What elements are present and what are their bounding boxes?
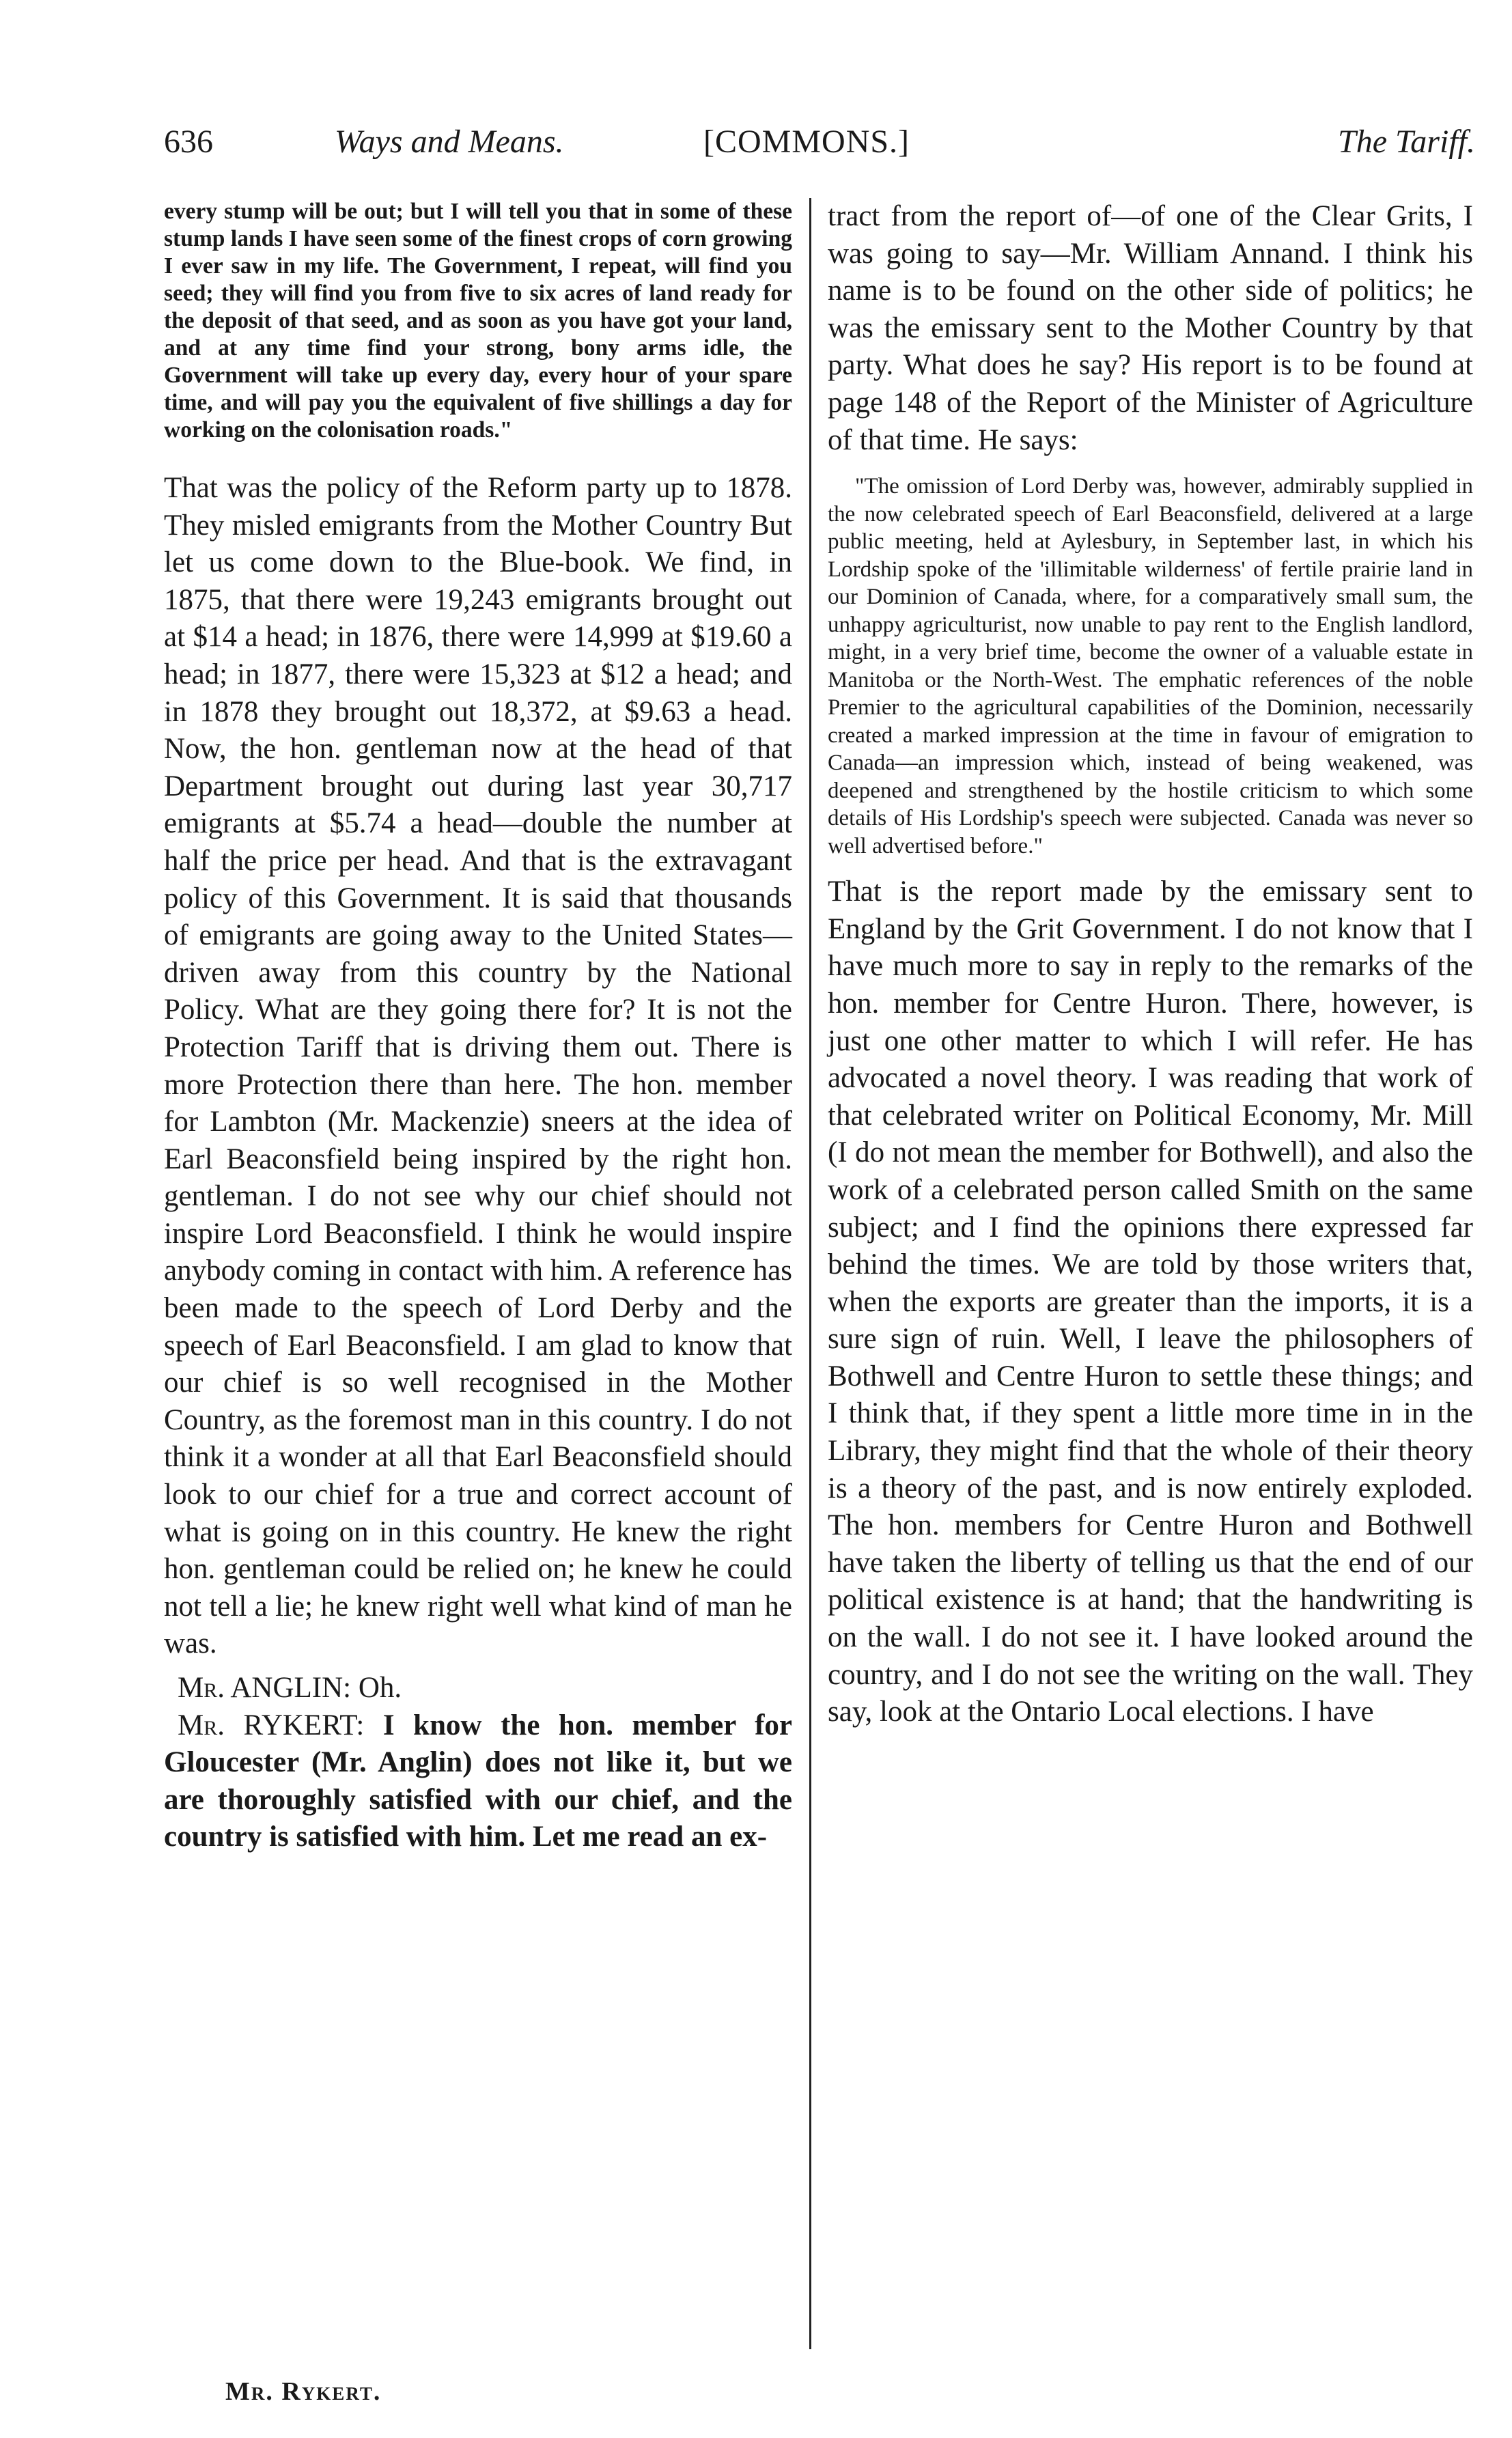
quoted-report: "The omission of Lord Derby was, however, admirably supplied in the now celebrated speech of Earl Beaconsfield, delivered at a large public meeting, held at Aylesbury, in September last, in which his Lordship spoke of the 'illimitable wilderness' of fertile prairie land in our Dominion of Canada, where, for a comparatively small sum, the unhappy agriculturist, now unable to pay rent to the English landlord, might, in a very brief time, become the owner of a valuable estate in Manitoba or the North-West. The emphatic references of the noble Premier to the agricultural capabilities of the Dominion, necessarily created a marked impression at the time in favour of emigration to Canada—an impression which, instead of being weakened, was deepened and strengthened by the hostile criticism to which some details of His Lordship's speech were subjected. Canada was never so well advertised before." [828, 474, 1473, 858]
page-number: 636 [164, 124, 213, 160]
section-title-left: Ways and Means. [335, 124, 564, 160]
paragraph-report-reply: That is the report made by the emissary sent to England by the Grit Government. I do not know that I have much more to say in reply to the remarks of the hon. member for Centre Huron. There, however, is just one other matter to which I will refer. He has advocated a novel theory. I was reading that work of that celebrated writer on Political Economy, Mr. Mill (I do not mean the member for Bothwell), and also the work of a celebrated person called Smith on the same subject; and I find the opinions there expressed far behind the times. We are told by those writers that, when the exports are greater than the imports, it is a sure sign of ruin. Well, I leave the philosophers of Bothwell and Centre Huron to settle these things; and I think that, if they spent a little more time in in the Library, they might find that the whole of their theory is a theory of the past, and is now entirely exploded. The hon. members for Centre Huron and Bothwell have taken the liberty of telling us that the end of our political existence is at hand; that the handwriting is on the wall. I do not see it. I have looked around the country, and I do not see the writing on the wall. They say, look at the Ontario Local elections. I have [828, 875, 1473, 1728]
quote-continuation: every stump will be out; but I will tell you that in some of these stump lands I have seen some of the finest crops of corn growing I ever saw in my life. The Government, I repeat, will find you seed; they will find you from five to six acres of land ready for the deposit of that seed, and as soon as you have got your land, and at any time find your strong, bony arms idle, the Government will take up every day, every hour of your spare time, and will pay you the equivalent of five shillings a day for working on the colonisation roads." [164, 199, 792, 443]
left-column [164, 198, 792, 1856]
house-label: [COMMONS.] [703, 124, 910, 160]
speech-anglin [164, 1670, 792, 1707]
paragraph-policy: That was the policy of the Reform party up to 1878. They misled emigrants from the Mother Country But let us come down to the Blue-book. We find, in 1875, that there were 19,243 emigrants brought out at $14 a head; in 1876, there were 14,999 at $19.60 a head; in 1877, there were 15,323 at $12 a head; and in 1878 they brought out 18,372, at $9.63 a head. Now, the hon. gentleman now at the head of that Department brought out during last year 30,717 emigrants at $5.74 a head—double the number at half the price per head. And that is the extravagant policy of this Government. It is said that thousands of emigrants are going away to the United States—driven away from this country by the National Policy. What are they going there for? It is not the Protection Tariff that is driving them out. There is more Protection there than here. The hon. member for Lambton (Mr. Mackenzie) sneers at the idea of Earl Beaconsfield being inspired by the right hon. gentleman. I do not see why our chief should not inspire Lord Beaconsfield. I think he would inspire anybody coming in contact with him. A reference has been made to the speech of Lord Derby and the speech of Earl Beaconsfield. I am glad to know that our chief is so well recognised in the Mother Country, as the foremost man in this country. I do not think it a wonder at all that Earl Beaconsfield should look to our chief for a true and correct account of what is going on in this country. He knew the right hon. gentleman could be relied on; he knew he could not tell a lie; he knew right well what kind of man he was. [164, 472, 792, 1660]
running-header [164, 123, 1475, 178]
column-divider [809, 198, 811, 2349]
speech-text-anglin: Oh. [358, 1672, 402, 1704]
speech-text-rykert: I know the hon. member for Gloucester (Mr. Anglin) does not like it, but we are thoroughly satisfied with our chief, and the country is satisfied with him. Let me read an ex- [164, 1709, 793, 1853]
speaker-name-rykert: Mr. RYKERT: [178, 1709, 365, 1741]
speech-rykert [164, 1707, 792, 1856]
speaker-name-anglin: Mr. ANGLIN: [178, 1672, 352, 1704]
catchword-footer: Mr. Rykert. [225, 2377, 382, 2406]
right-column [828, 198, 1473, 1731]
section-title-right: The Tariff. [1338, 124, 1475, 160]
paragraph-annand: tract from the report of—of one of the Clear Grits, I was going to say—Mr. William Annand. I think his name is to be found on the other side of politics; he was the emissary sent to the Mother Country by that party. What does he say? His report is to be found at page 148 of the Report of the Minister of Agriculture of that time. He says: [828, 200, 1473, 456]
